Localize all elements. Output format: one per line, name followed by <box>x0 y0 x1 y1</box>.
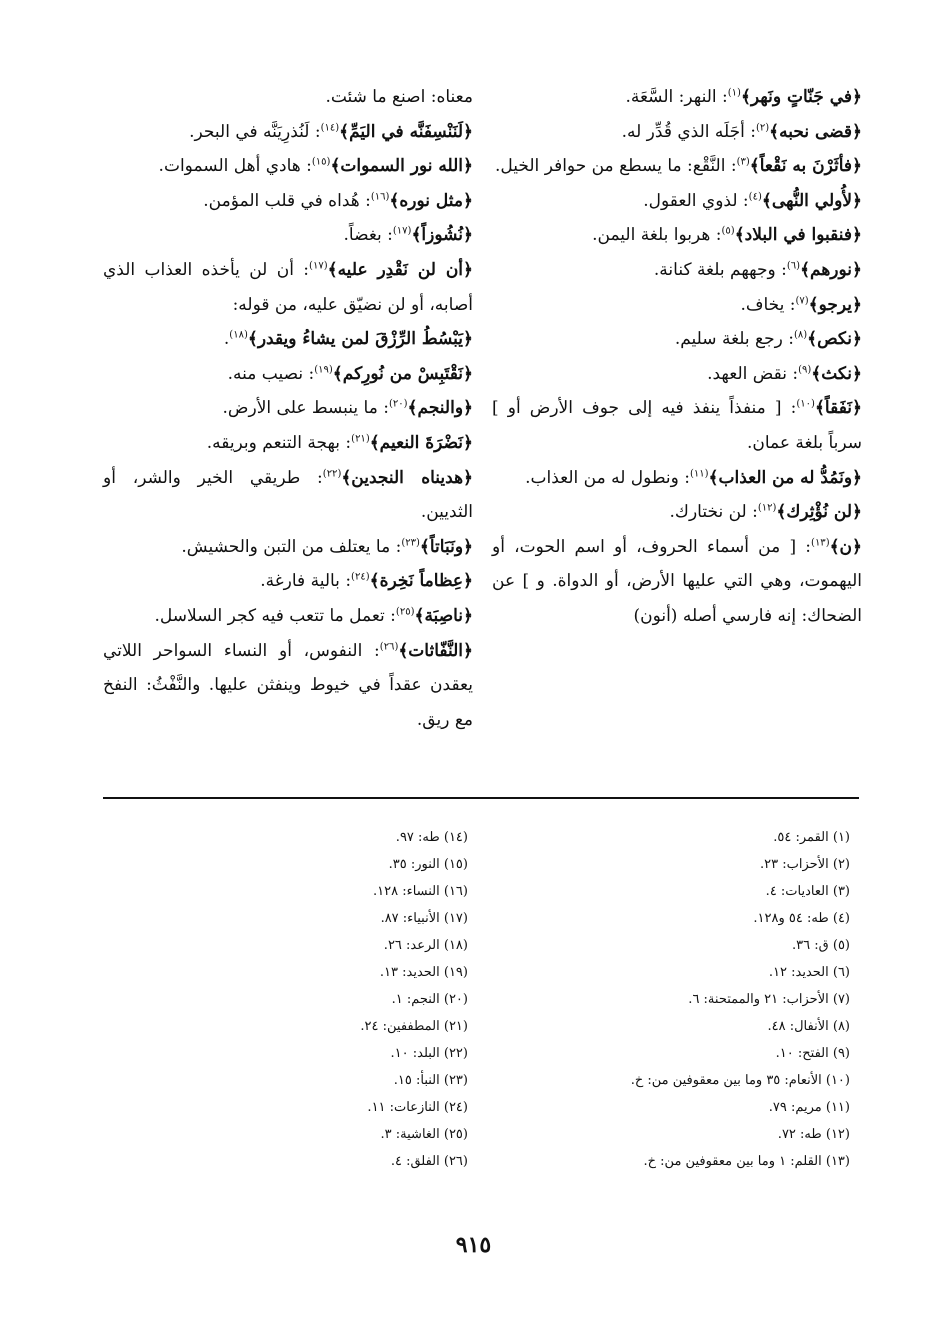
footnote-marker: (٢٥) <box>395 606 415 618</box>
footnote-item: (٣) العاديات: ٤. <box>765 884 850 899</box>
glossary-term: ﴿نكص﴾ <box>807 329 862 350</box>
glossary-definition: : النفوس، أو النساء السواحر اللاتي يعقدن عقداً في خيوط وينفثن عليها. والنَّفْثُ: النفخ مع ريق. <box>103 640 473 730</box>
glossary-entry <box>492 115 862 150</box>
glossary-term: ﴿فنقبوا في البلاد﴾ <box>734 225 862 246</box>
glossary-entry <box>492 495 862 530</box>
glossary-entry <box>103 115 473 150</box>
glossary-term: ﴿الله نور السموات﴾ <box>330 156 473 177</box>
glossary-term: ﴿لأُولي النُّهى﴾ <box>761 190 862 211</box>
footnote-item: (٢٣) النبأ: ١٥. <box>393 1073 468 1088</box>
footnote-marker: (١١) <box>689 467 709 479</box>
glossary-entry <box>492 357 862 392</box>
glossary-definition: : تعمل ما تتعب فيه كجر السلاسل. <box>154 605 396 626</box>
glossary-term: ﴿نورهم﴾ <box>800 259 862 280</box>
footnote-marker: (٢) <box>755 121 770 133</box>
glossary-entry <box>103 80 473 115</box>
glossary-definition: : بهجة التنعم وبريقه. <box>206 432 352 453</box>
glossary-term: ﴿نَفَقاً﴾ <box>814 398 862 419</box>
glossary-entry <box>103 391 473 426</box>
glossary-definition: : [ من أسماء الحروف، أو اسم الحوت، أو اليهموت، وهي التي عليها الأرض، أو الدواة. و ] عن الضحاك: إنه فارسي أصله (أنون) <box>492 536 862 626</box>
glossary-definition: : هربوا بلغة اليمن. <box>592 225 722 246</box>
glossary-term: ﴿نُشُوزاً﴾ <box>411 225 473 246</box>
glossary-term: ﴿يَبْسُطُ الرِّزْقَ لمن يشاءُ ويقدر﴾ <box>247 329 473 350</box>
glossary-definition: : وجههم بلغة كنانة. <box>653 259 787 280</box>
footnote-item: (١٦) النساء: ١٢٨. <box>372 884 468 899</box>
footnote-item: (١٤) طه: ٩٧. <box>395 830 468 845</box>
footnote-marker: (١٢) <box>757 502 777 514</box>
glossary-definition: : أجَلَه الذي قُدِّر له. <box>621 121 756 142</box>
footnote-marker: (١٠) <box>796 398 815 410</box>
glossary-entry <box>492 80 862 115</box>
glossary-definition: : [ منفذاً ينفذ فيه إلى جوف الأرض أو ] سرباً بلغة عمان. <box>492 398 862 453</box>
glossary-entry <box>103 426 473 461</box>
glossary-entry <box>492 149 862 184</box>
footnote-item: (١) القمر: ٥٤. <box>773 830 850 845</box>
glossary-term: ﴿عِظاماً نَخِرة﴾ <box>369 571 473 592</box>
footnote-marker: (٥) <box>721 225 735 237</box>
footnote-item: (١٢) طه: ٧٢. <box>777 1127 850 1142</box>
left-text-column <box>103 80 473 737</box>
glossary-definition: : نصيب منه. <box>227 363 315 384</box>
page-number: ٩١٥ <box>455 1232 492 1258</box>
footnote-item: (٢١) المطففين: ٢٤. <box>360 1019 468 1034</box>
footnote-item: (٧) الأحزاب: ٢١ والممتحنة: ٦. <box>688 992 850 1007</box>
glossary-definition: : رجع بلغة سليم. <box>674 329 794 350</box>
footnote-item: (١٠) الأنعام: ٣٥ وما بين معقوفين من: خ. <box>630 1073 850 1088</box>
glossary-entry <box>492 391 862 460</box>
glossary-entry <box>103 322 473 357</box>
glossary-definition: : نقض العهد. <box>707 363 799 384</box>
glossary-term: ﴿في جَنّاتٍ ونَهر﴾ <box>740 87 862 107</box>
footnote-item: (١٧) الأنبياء: ٨٧. <box>380 911 468 926</box>
footnote-marker: (١٧) <box>392 225 412 237</box>
glossary-definition: : ونطول له من العذاب. <box>525 467 690 488</box>
footnote-item: (٢٦) الفلق: ٤. <box>390 1154 468 1169</box>
footnote-marker: (١٨) <box>229 329 248 341</box>
glossary-definition: : النهر: السَّعَة. <box>625 87 728 107</box>
glossary-entry <box>103 218 473 253</box>
footnote-marker: (٢١) <box>351 433 370 445</box>
footnote-item: (١٩) الحديد: ١٣. <box>379 965 468 980</box>
footnote-marker: (٢٠) <box>388 398 408 410</box>
glossary-term: ﴿نكث﴾ <box>811 363 862 384</box>
glossary-entry <box>492 253 862 288</box>
footnote-marker: (٢٤) <box>351 571 370 583</box>
footnote-marker: (٢٣) <box>401 537 420 549</box>
glossary-definition: . <box>223 329 230 350</box>
glossary-definition: : هادي أهل السموات. <box>158 156 312 177</box>
glossary-term: ﴿أن لن نَقْدِر عليه﴾ <box>327 259 473 280</box>
glossary-entry <box>103 530 473 565</box>
footnote-item: (٨) الأنفال: ٤٨. <box>767 1019 850 1034</box>
glossary-definition: : هُداه في قلب المؤمن. <box>203 190 371 211</box>
footnotes-right <box>540 824 850 1175</box>
glossary-definition: : يخاف. <box>740 294 796 315</box>
glossary-entry <box>492 218 862 253</box>
glossary-definition: : بغضاً. <box>343 225 393 246</box>
glossary-definition: : بالية فارغة. <box>260 571 352 592</box>
glossary-term: ﴿يرجو﴾ <box>808 294 862 315</box>
glossary-entry <box>103 461 473 530</box>
footnote-marker: (١٥) <box>311 156 331 168</box>
footnote-marker: (١) <box>727 87 741 99</box>
glossary-term: ﴿هديناه النجدين﴾ <box>341 467 474 488</box>
glossary-entry <box>103 149 473 184</box>
footnote-item: (١٨) الرعد: ٢٦. <box>383 938 468 953</box>
glossary-term: ﴿ونَمُدُّ له من العذاب﴾ <box>708 467 862 488</box>
glossary-entry <box>103 357 473 392</box>
glossary-definition: معناه: اصنع ما شئت. <box>325 87 473 107</box>
footnote-marker: (٢٢) <box>322 467 342 479</box>
glossary-entry <box>492 184 862 219</box>
glossary-definition: : لذوي العقول. <box>643 190 749 211</box>
glossary-entry <box>103 599 473 634</box>
glossary-entry <box>103 564 473 599</box>
footnote-item: (١٥) النور: ٣٥. <box>388 857 468 872</box>
footnote-item: (٩) الفتح: ١٠. <box>775 1046 850 1061</box>
footnote-item: (٢٠) النجم: ١. <box>391 992 468 1007</box>
footnote-item: (٦) الحديد: ١٢. <box>768 965 850 980</box>
glossary-definition: : طريقي الخير والشر، أو الثديين. <box>103 467 473 523</box>
footnote-item: (٢) الأحزاب: ٢٣. <box>760 857 850 872</box>
footnote-item: (٢٥) الغاشية: ٣. <box>380 1127 468 1142</box>
glossary-term: ﴿ونَبَاتاً﴾ <box>419 536 473 557</box>
glossary-term: ﴿ن﴾ <box>829 536 862 557</box>
glossary-entry <box>492 322 862 357</box>
glossary-term: ﴿نَقْتَبِسْ من نُورِكم﴾ <box>332 363 473 384</box>
footnote-marker: (٤) <box>748 191 762 203</box>
footnotes-left <box>210 824 468 1175</box>
glossary-term: ﴿والنجم﴾ <box>407 398 473 419</box>
footnote-item: (٢٤) النازعات: ١١. <box>367 1100 468 1115</box>
glossary-term: ﴿لَنَنْسِفَنَّه في اليَمِّ﴾ <box>339 121 473 142</box>
footnote-marker: (١٣) <box>811 537 830 549</box>
glossary-entry <box>103 184 473 219</box>
glossary-entry <box>492 461 862 496</box>
footnote-marker: (٧) <box>795 294 809 306</box>
footnote-marker: (٢٦) <box>379 640 399 652</box>
footnote-marker: (٩) <box>798 364 812 376</box>
footnote-item: (٢٢) البلد: ١٠. <box>390 1046 468 1061</box>
glossary-entry <box>103 253 473 322</box>
footnote-item: (١١) مريم: ٧٩. <box>768 1100 850 1115</box>
footnote-marker: (١٦) <box>370 191 390 203</box>
glossary-definition: : ما يعتلف من التبن والحشيش. <box>181 536 402 557</box>
footnote-marker: (١٩) <box>314 364 333 376</box>
glossary-definition: : لَنُذرِيَنَّه في البحر. <box>189 121 321 142</box>
footnote-item: (٥) ق: ٣٦. <box>792 938 850 953</box>
glossary-term: ﴿فأثَرْنَ به نَقْعاً﴾ <box>749 156 862 177</box>
footnote-marker: (٨) <box>793 329 808 341</box>
footnote-marker: (٦) <box>786 260 801 272</box>
footnote-marker: (٣) <box>736 156 750 168</box>
footnote-divider <box>103 797 859 799</box>
glossary-term: ﴿النَّفّاثات﴾ <box>398 640 473 661</box>
glossary-entry <box>103 634 473 738</box>
glossary-term: ﴿لن نُؤْثِرك﴾ <box>776 502 862 523</box>
glossary-term: ﴿نَضْرَةَ النعيم﴾ <box>369 432 473 453</box>
glossary-definition: : لن نختارك. <box>669 502 758 523</box>
footnote-item: (٤) طه: ٥٤ و١٢٨. <box>753 911 850 926</box>
glossary-definition: : ما ينبسط على الأرض. <box>222 398 389 419</box>
glossary-definition: : النَّقْع: ما يسطع من حوافر الخيل. <box>495 156 737 177</box>
right-text-column <box>492 80 862 634</box>
glossary-entry <box>492 530 862 634</box>
glossary-term: ﴿ناصِبَة﴾ <box>414 605 473 626</box>
footnote-item: (١٣) القلم: ١ وما بين معقوفين من: خ. <box>643 1154 850 1169</box>
footnote-marker: (١٧) <box>309 260 328 272</box>
glossary-entry <box>492 288 862 323</box>
footnote-marker: (١٤) <box>320 121 340 133</box>
glossary-term: ﴿مثل نوره﴾ <box>389 190 473 211</box>
glossary-term: ﴿قضى نحبه﴾ <box>769 121 862 142</box>
glossary-definition: : أن لن يأخذه العذاب الذي أصابه، أو لن نضيّق عليه، من قوله: <box>103 259 473 315</box>
